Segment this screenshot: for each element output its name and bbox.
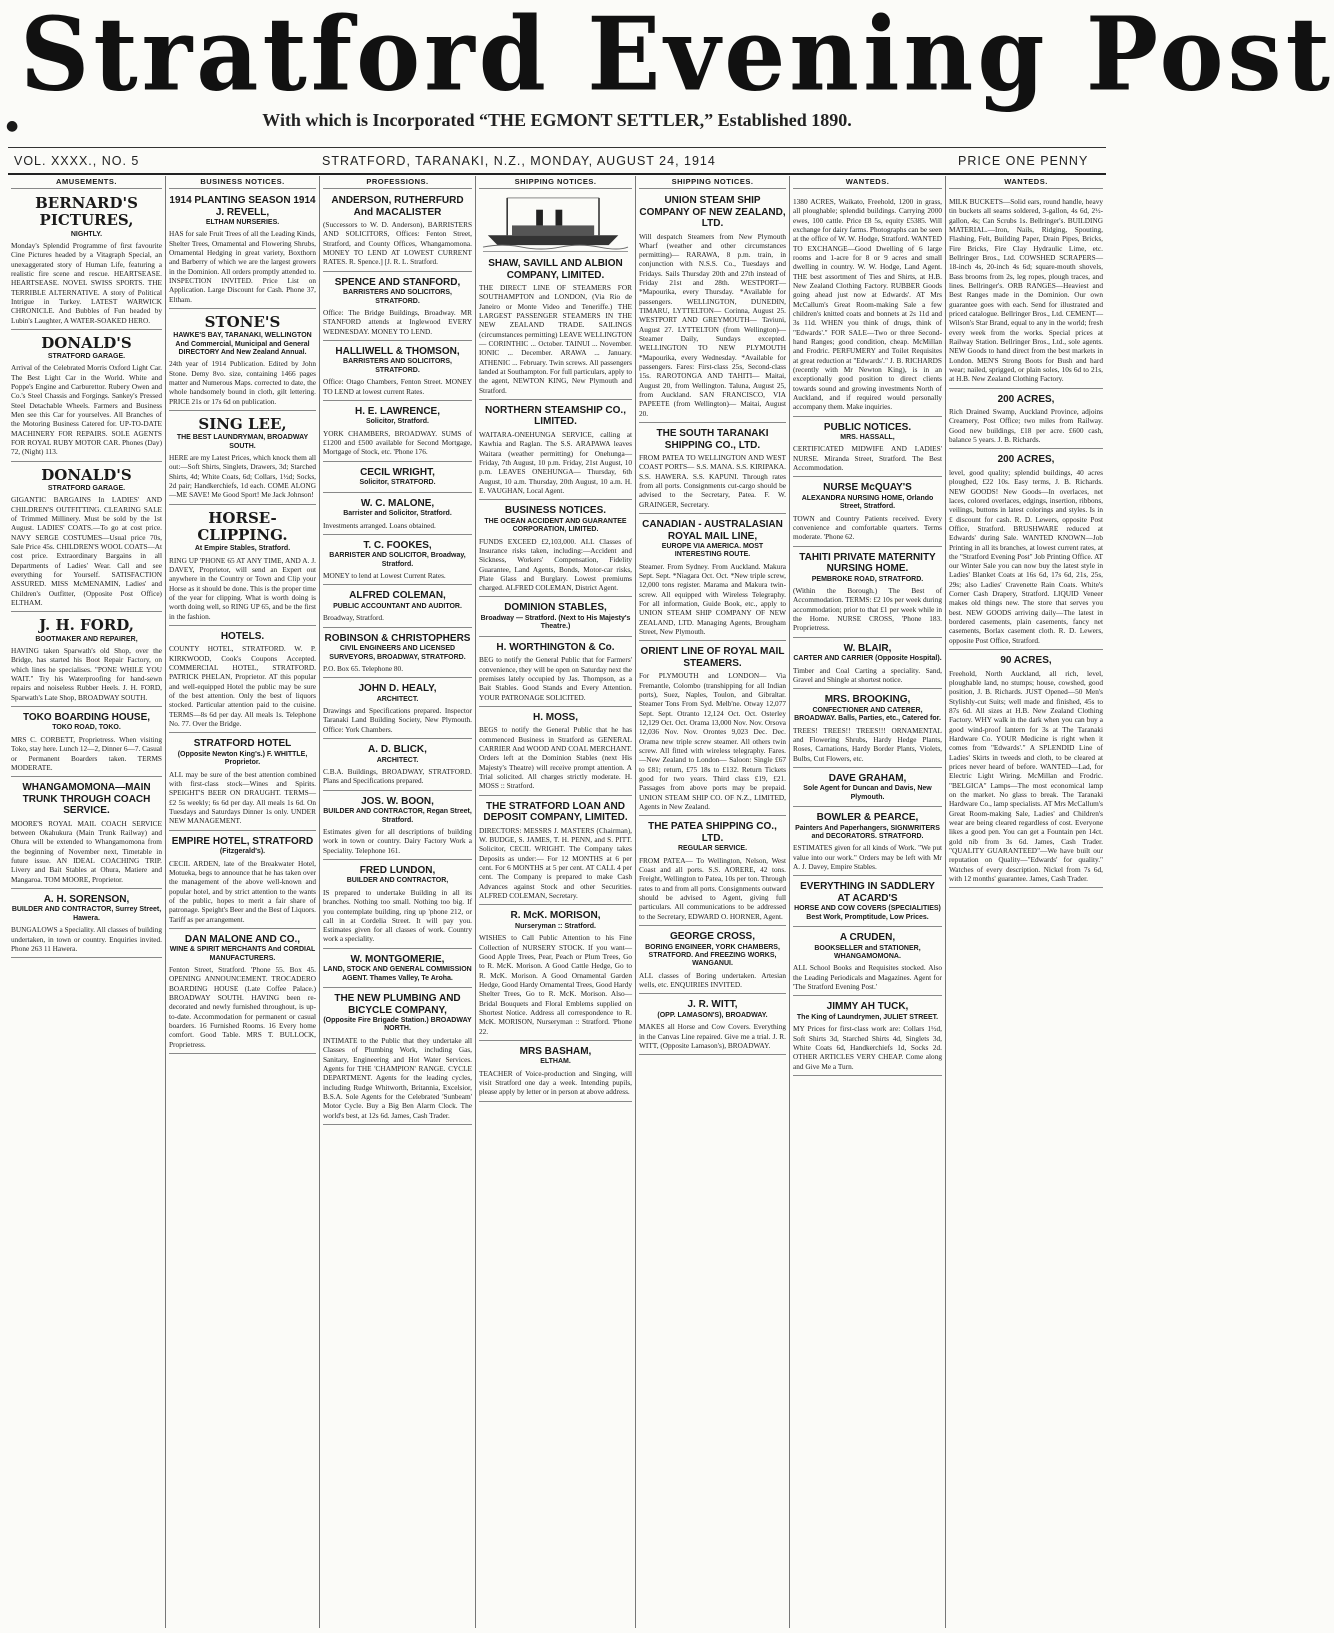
ad-body-text: BEG to notify the General Public that for Farmers' convenience, they will be open on Saturday next the premises lately occupied by Jas. Thompson, as a Bait Stables. Good Stands and Every Attention. YOUR PATRONAGE SOLICITED. — [479, 655, 632, 702]
advertisement — [639, 425, 786, 514]
ad-body-text: Drawings and Specifications prepared. Inspector Taranaki Land Building Society, New Plymouth. Office: York Chambers. — [323, 706, 472, 734]
top-divider — [8, 147, 1106, 148]
news-columns — [8, 176, 1106, 1628]
ad-body-text: P.O. Box 65. Telephone 80. — [323, 663, 404, 673]
ad-title: T. C. FOOKES, — [363, 539, 432, 551]
advertisement — [323, 680, 472, 739]
ad-body-text: HAVING taken Sparwath's old Shop, over the Bridge, has started his Boot Repair Factory, on which lines he specialises. "PONE WHILE YOU WAIT." Try his Waterproofing for hand-sewn repairs and noiseless Rubber Heels. J. H. FORD, Sparwath's Late Shop, BROADWAY SOUTH. — [11, 645, 162, 702]
ad-body-text: TEACHER of Voice-production and Singing, will visit Stratford one day a week. Intending pupils, please apply by letter or in person at above address. — [479, 1068, 632, 1097]
advertisement — [479, 599, 632, 636]
ad-title: TAHITI PRIVATE MATERNITY NURSING HOME. — [799, 551, 936, 575]
advertisement — [323, 587, 472, 627]
ad-subtitle: BARRISTERS AND SOLICITORS, STRATFORD. — [343, 289, 452, 305]
ad-body-text: TOWN and Country Patients received. Every convenience and comfortable quarters. Terms moderate. 'Phone 62. — [793, 513, 942, 542]
ad-subtitle: CARTER AND CARRIER (Opposite Hospital). — [793, 655, 942, 663]
advertisement — [639, 996, 786, 1055]
ad-subtitle: (Opposite Newton King's.) F. WHITTLE, Proprietor. — [177, 750, 308, 767]
ad-title: MRS. BROOKING, — [824, 694, 911, 706]
advertisement — [793, 419, 942, 478]
ad-body-text: 1380 ACRES, Waikato, Freehold, 1200 in grass, all ploughable; splendid buildings. Carrying 2000 ewes, 100 cattle. Price £8 5s, equity £5385. Will exchange for dairy farms. Photographs can be seen at the office of W. W. Hodge, Stratford. WANTED TO EXCHANGE—Good Dwelling of 6 large rooms and 1-acre for 8 or 9 acres and small dwelling in country. W. W. Hodge, Land Agent. THE best assortment of Ties and Shirts, at H.B. New Zealand Clothing Factory. RUBBER Goods going ahead just now at Edwards'. AT Mrs McCallum's Great Room-making Sale a few children's knitted coats and bonnets at 2s 11d and 3s 11d. WHEN you think of drugs, think of "Edwards'." FOR SALE—Two or three Second-hand Ranges; good condition, cheap. McMillan and Frodric. PERFUMERY and Toilet Requisites at great reduction at "Edwards'." J. B. RICHARDS (recently with Mr Newton King), is in an exceptionally good position to direct clients towards sound and growing investments North of Auckland, and if required would personally accompany them. Make inquiries. — [793, 197, 942, 412]
volume-number: VOL. XXXX., NO. 5 — [14, 154, 140, 168]
ad-subtitle: WINE & SPIRIT MERCHANTS And CORDIAL MANUFACTURERS. — [169, 946, 316, 962]
ad-subtitle: PUBLIC ACCOUNTANT AND AUDITOR. — [333, 602, 462, 610]
ad-title: GEORGE CROSS, — [669, 931, 755, 943]
ad-title: BUSINESS NOTICES. — [504, 505, 607, 517]
ad-title: DONALD'S — [41, 465, 132, 484]
ad-title: 90 ACRES, — [1000, 655, 1052, 667]
ad-body-text: Will despatch Steamers from New Plymouth Wharf (weather and other circumstances permitting)— RARAWA, 8 p.m. train, in conjunction with N.S.S. Co., Tuesdays and Fridays. Sails Thursday 20th and 27th instead of Friday 21st and 28th. WESTPORT— *Mapourika, every Thursday. *Available for passengers. WELLINGTON, DUNEDIN, TIMARU, LYTTELTON— Corinna, August 25. WESTPORT AND GREYMOUTH— Taviuni, August 27. LYTTELTON (from Wellington)— Steamer Daily, Sundays excepted. WELLINGTON TO NEW PLYMOUTH *Mapourika, every Wednesday. *Available for passengers. Fares: First-class 25s, Second-class 15s. RAROTONGA AND TAHITI— Maitai, August 20, from Wellington. Taluna, August 25, from Auckland. SAN FRANCISCO, VIA PAPEETE (from Wellington)— Maitai, August 20. — [639, 231, 786, 418]
advertisement — [639, 192, 786, 423]
ad-title: HORSE-CLIPPING. — [197, 508, 288, 544]
ad-subtitle: BOOTMAKER AND REPAIRER, — [35, 635, 138, 643]
bullet-icon: ● — [6, 118, 19, 134]
advertisement — [11, 891, 162, 958]
ad-subtitle: STRATFORD GARAGE. — [47, 353, 126, 361]
advertisement — [11, 332, 162, 462]
advertisement — [793, 479, 942, 546]
advertisement — [323, 495, 472, 535]
advertisement — [639, 516, 786, 641]
ad-subtitle: HAWKE'S BAY, TARANAKI, WELLINGTON And Commercial, Municipal and General DIRECTORY And New Zealand Annual. — [173, 332, 312, 357]
ad-title: ANDERSON, RUTHERFURD And MACALISTER — [331, 195, 464, 218]
ad-subtitle: BARRISTER AND SOLICITOR, Broadway, Stratford. — [329, 552, 466, 568]
advertisement — [639, 643, 786, 816]
ad-subtitle: ARCHITECT. — [376, 695, 419, 703]
advertisement — [479, 798, 632, 906]
ad-body-text: WAITARA-ONEHUNGA SERVICE, calling at Kawhia and Raglan. The S.S. ARAPAWA leaves Waitara (weather permitting) for Onehunga— Friday, 7th August, 10 p.m. Friday, 21st August, 10 p.m. LEAVES ONEHUNGA— Thursday, 6th August, 10 a.m. Thursday, 20th August, 10 a.m. H. E. VAUGHAN, Local Agent. — [479, 429, 632, 495]
ad-body-text: Office: Otago Chambers, Fenton Street. MONEY TO LEND at lowest current Rates. — [323, 377, 472, 396]
advertisement — [323, 343, 472, 401]
ad-title: J. H. FORD, — [39, 616, 134, 635]
ad-subtitle: THE BEST LAUNDRYMAN, BROADWAY SOUTH. — [176, 434, 309, 450]
ad-subtitle: BARRISTERS AND SOLICITORS, STRATFORD. — [343, 358, 452, 374]
ad-body-text: Rich Drained Swamp, Auckland Province, adjoins Creamery, Post Office; two miles from Railway. Good new buildings, £18 per acre. £600 cash, balance 5 years. J. B. Richards. — [949, 407, 1103, 445]
ad-subtitle: (Fitzgerald's). — [219, 848, 266, 856]
ad-title: BOWLER & PEARCE, — [816, 812, 919, 824]
ad-body-text: YORK CHAMBERS, BROADWAY. SUMS of £1200 and £500 available for Second Mortgage, Mortgage of Stock, etc. 'Phone 176. — [323, 428, 472, 457]
ad-body-text: Freehold, North Auckland, all rich, level, ploughable land, no stumps; house, cowshed, good position, J. B. Richards. JUST Opened—50 Men's Stylishly-cut Suits; well made and finished, 45s to 87s 6d. All sizes at H.B. New Zealand Clothing Factory. WHY walk in the dark when you can buy a good wind-proof lantern for 3s at The Taranaki Hardware Co. YOUR Medicine is right when it comes from "Edwards'." A SPLENDID Line of Ladies' Skirts in tweeds and cloth, to be cleared at prices never heard of before. WANTED—Lad, for Electric Light Wiring. McMillan and Frodric. "BELGICA" Lamps—The most economical lamp on the market. No glass to break. The Taranaki Hardware Co., lamp specialists. AT Mrs McCallum's Great Room-making Sale, Ladies' and Children's wear are being cleared regardless of cost. Everyone likes a good pen. You can get a Fountain pen 14ct. gold nib from 3s 6d. James, Cash Trader. "QUALITY GUARANTEED"—We have built our reputation on Quality—"Edwards' for quality." Watches of every description. Nickel from 7s 6d, with 12 months' guarantee. James, Cash Trader. — [949, 668, 1103, 883]
ad-body-text: MOORE'S ROYAL MAIL COACH SERVICE between Okahukura (Main Trunk Railway) and Ohura will be extended to Whangamomona from the beginning of November next, Timetable in future issue. AN IDEAL COACHING TRIP. Livery and Bait Stables at Ohura, Matiere and Mangaroa. TOM MOORE, Proprietor. — [11, 818, 162, 884]
ad-subtitle: Solicitor, STRATFORD. — [359, 479, 436, 487]
ad-body-text: MILK BUCKETS—Solid ears, round handle, heavy tin buckets all seams soldered, 3-gallon, 4s 6d, 2½-gallon, 4s; Can Scrubs 1s. Bellringer's. BUILDING MATERIAL.—Iron, Nails, Ridging, Spouting, Flashing, Felt, Building Paper, Drain Pipes, Bricks, Fire Bricks, Fire Clay Hydraulic Lime, etc. Bellringer Bros., Ltd. COWSHED SCRAPERS—18-inch 4s, 20-inch 4s 6d; square-mouth shovels, Bass brooms from 2s, leg ropes, plough traces, and lines. Bellringer's. ORB RANGES—Heaviest and Best Ranges made in the Dominion. Our own guarantee goes with each. Send for illustrated and priced catalogue. Bellringer Bros., Ltd. CEMENT—Wilson's Star Brand, equal to any in the world; fresh every week from the works. Special prices at Railway Station. Bellringer Bros., Ltd., sole agents. NEW Goods to hand direct from the best markets in London. MEN'S Strong Boots for Bush and hard wear; nailed, sprigged, or plain soles, 10s 6d to 21s, at H.B. New Zealand Clothing Factory. — [949, 197, 1103, 384]
ad-title: DAN MALONE AND CO., — [184, 933, 301, 945]
ad-title: FRED LUNDON, — [359, 864, 436, 876]
advertisement — [793, 998, 942, 1076]
advertisement — [793, 929, 942, 996]
ad-title: ORIENT LINE OF ROYAL MAIL STEAMERS. — [640, 646, 785, 669]
ad-subtitle: Painters And Paperhangers, SIGNWRITERS and DECORATORS. STRATFORD. — [795, 824, 940, 841]
ad-subtitle: STRATFORD GARAGE. — [47, 485, 126, 493]
advertisement — [479, 639, 632, 707]
advertisement — [323, 464, 472, 493]
ad-body-text: ESTIMATES given for all kinds of Work. "We put value into our work." Orders may be left with Mr A. J. Davey, Empire Stables. — [793, 843, 942, 872]
advertisement — [479, 709, 632, 796]
column-heading: SHIPPING NOTICES. — [479, 176, 632, 189]
advertisement — [949, 391, 1103, 450]
ad-body-text: Broadway, Stratford. — [323, 613, 384, 623]
ad-body-text: Estimates given for all descriptions of building work in town or country. Dairy Factory Work a Speciality. Telephone 161. — [323, 826, 472, 855]
advertisement — [169, 311, 316, 411]
advertisement — [11, 614, 162, 707]
ad-subtitle: Barrister and Solicitor, Stratford. — [343, 510, 452, 518]
ad-body-text: FROM PATEA TO WELLINGTON AND WEST COAST PORTS— S.S. MANA. S.S. KIRIPAKA. S.S. HAWERA. S.S. KAPUNI. Through rates from all ports. Consignments cut-cargo should be advised to the Secretary, Patea. F. W. GRAINGER, Secretary. — [639, 453, 786, 509]
ad-body-text: (Successors to W. D. Anderson), BARRISTERS AND SOLICITORS, Offices: Fenton Street, Stratford, and County Offices, Whangamomona. MONEY TO LEND AT LOWEST CURRENT RATES. R. Spence.] [J. R. L. Stratford. — [323, 220, 472, 267]
ad-body-text: THE DIRECT LINE OF STEAMERS FOR SOUTHAMPTON and LONDON, (Via Rio de Janeiro or Monte Video and Teneriffe.) THE LARGEST PASSENGER STEAMERS IN THE NEW ZEALAND TRADE. SAILINGS (circumstances permitting) LEAVE WELLINGTON— CORINTHIC ... October. TAINUI ... November. IONIC ... December. ARAWA ... January. ATHENIC ... February. Twin screws. All passengers landed at Southampton. For full particulars, apply to the agent, NEWTON KING, New Plymouth and Stratford. — [479, 283, 633, 395]
ad-title: EVERYTHING IN SADDLERY AT ACARD'S — [800, 881, 935, 904]
ad-title: MRS BASHAM, — [519, 1045, 592, 1057]
ad-body-text: FUNDS EXCEED £2,103,000. ALL Classes of Insurance risks taken, including:—Accident and Sickness, Workers' Compensation, Fidelity Guarantee, Land Agents, Bonds, Motor-car risks, Plate Glass and Burglary. Lowest premiums charged. ALFRED COLEMAN, District Agent. — [479, 536, 632, 593]
ad-body-text: COUNTY HOTEL, STRATFORD. W. P. KIRKWOOD, Cook's Coupons Accepted. COMMERCIAL HOTEL, STRATFORD. PATRICK PHELAN, Proprietor. AT this popular and well-equipped Hotel the public may be sure of the best attention. Only the best of liquors stocked. Particular attention paid to the cuisine. TERMS—8s 6d per day. All meals 1s. Telephone No. 77. Over the Bridge. — [169, 644, 316, 729]
ad-body-text: HERE are my Latest Prices, which knock them all out:—Soft Shirts, Singlets, Drawers, 3d; Starched Shirts, 4d; White Coats, 6d; Collars, 1½d; Socks, 2d pair; Handkerchiefs, 1d each. COME ALONG—ME SAVE! Me Good Sport! Me Jack Johnson! — [169, 453, 316, 500]
ad-subtitle: BOOKSELLER and STATIONER, WHANGAMOMONA. — [814, 944, 921, 961]
ad-title: THE PATEA SHIPPING CO., LTD. — [648, 821, 777, 844]
ad-body-text: MY Prices for first-class work are: Collars 1½d, Soft Shirts 3d, Starched Shirts 4d, Singlets 3d, White Coats 6d, Handkerchiefs 1d, Socks 2d. OTHER ARTICLES VERY CHEAP. Come along and Give Me a Turn. — [793, 1024, 942, 1071]
column-6 — [789, 176, 945, 1628]
advertisement — [479, 907, 632, 1041]
ad-title: 1914 PLANTING SEASON 1914 J. REVELL, — [169, 195, 316, 218]
ad-title: DONALD'S — [41, 333, 132, 352]
ad-title: H. E. LAWRENCE, — [354, 405, 440, 417]
advertisement — [323, 862, 472, 949]
advertisement — [323, 951, 472, 988]
advertisement — [479, 402, 632, 500]
column-2 — [165, 176, 319, 1628]
advertisement — [949, 192, 1103, 389]
column-heading: AMUSEMENTS. — [11, 176, 162, 189]
ad-title: SPENCE AND STANFORD, — [334, 276, 461, 288]
advertisement — [949, 451, 1103, 650]
dateline-divider — [8, 173, 1106, 175]
advertisement — [169, 507, 316, 626]
advertisement — [949, 652, 1103, 888]
advertisement — [11, 709, 162, 777]
advertisement — [793, 549, 942, 638]
ad-subtitle: THE OCEAN ACCIDENT AND GUARANTEE CORPORATION, LIMITED. — [484, 517, 627, 534]
column-1 — [8, 176, 165, 1628]
ad-title: 200 ACRES, — [997, 393, 1055, 405]
ad-title: DAVE GRAHAM, — [828, 772, 907, 784]
ad-body-text: FROM PATEA— To Wellington, Nelson, West Coast and all ports. S.S. AORERE, 42 tons. Freight, Wellington to Patea, 10s per ton. Through rates to and from all ports. Consignments outward should be advised to Agent, giving full particulars. All communications to be addressed to the Secretary, EDWARD O. HORNER, Agent. — [639, 855, 786, 921]
ad-title: HOTELS. — [220, 630, 265, 642]
ad-title: WHANGAMOMONA—MAIN TRUNK THROUGH COACH SERVICE. — [22, 782, 151, 817]
newspaper-title: Stratford Evening Post — [20, 0, 1334, 114]
ad-body-text: Steamer. From Sydney. From Auckland. Makura Sept. Sept. *Niagara Oct. Oct. *New triple screw, 12,000 tons register. Marama and Makura twin-screw. All equipped with Wireless Telegraphy. For all information, Guide Book, etc., apply to UNION STEAM SHIP COMPANY OF NEW ZEALAND, LTD. Managing Agents, Brougham Street, New Plymouth. — [639, 561, 786, 637]
ad-title: H. MOSS, — [532, 711, 578, 723]
ad-title: W. C. MALONE, — [360, 497, 435, 509]
ad-body-text: Fenton Street, Stratford. 'Phone 55. Box 45. OPENING ANNOUNCEMENT. TROCADERO BOARDING HOUSE (Late Coffee Palace.) BROADWAY SOUTH. HAVING been re-decorated and newly furnished throughout, is up-to-date. Accommodation for permanent or casual boarders. 16 Furnished Rooms. 16 Every home comfort. Good Table. MRS T. BULLOCK, Proprietress. — [169, 965, 316, 1049]
ad-title: A. D. BLICK, — [368, 744, 427, 756]
ad-body-text: IS prepared to undertake Building in all its branches. Nothing too small. Nothing too big. If you contemplate building, ring up 'phone 212, or call in at Cordelia Street. It will pay you. Estimates given for all classes of work. Country work a speciality. — [323, 887, 472, 944]
price: PRICE ONE PENNY — [958, 154, 1089, 168]
ad-subtitle: TOKO ROAD, TOKO. — [52, 724, 121, 732]
advertisement — [11, 464, 162, 613]
ad-body-text: For PLYMOUTH and LONDON— Via Fremantle, Colombo (transhipping for all Indian ports), Suez, Naples, Toulon, and Gibraltar. Steamer Tons From Syd. Melb'ne. Otway 12,077 Sept. Sept. Otranto 12,124 Oct. Oct. Osterley 12,129 Oct. Oct. Orama 13,000 Nov. Nov. Orsova 12,036 Nov. Nov. Orontes 9,023 Dec. Dec. Orama new triple screw steamer. All others twin screw. All fitted with wireless telegraphy. Fares.—New Zealand to London— Saloon: Single £67 to £81; return, £75 18s to £132. Return Tickets good for two years. Third class £19, £21. Passages from above ports may be prepaid. UNION STEAM SHIP CO. OF N.Z., LIMITED, Agents in New Zealand. — [639, 671, 786, 812]
ad-body-text: Monday's Splendid Programme of first favourite Cine Pictures headed by a Vitagraph Special, an unexaggerated story of Human Life, featuring a realistic fire scene and rescue. HEARTSEASE. HEARTSEASE. NOVEL SWISS SPORTS. THE TERRIBLE ALTERNATIVE. A story of Political Intrigue in Turkey. LATEST WARWICK CHRONICLE. And Bubbles of Fun headed by Lubin's Laughter, A WATER-SOAKED HERO. — [11, 240, 162, 325]
advertisement — [639, 818, 786, 926]
ad-body-text: BUNGALOWS a Speciality. All classes of building undertaken, in town or country. Enquiries invited. Phone 263 11 Hawera. — [11, 925, 162, 953]
ad-subtitle: (OPP. LAMASON'S), BROADWAY. — [657, 1011, 768, 1019]
ad-title: W. MONTGOMERIE, — [350, 953, 445, 965]
ad-body-text: GIGANTIC BARGAINS In LADIES' AND CHILDREN'S OUTFITTING. CLEARING SALE of Trimmed Millinery. Must be sold by the 1st August. LADIES' COATS.—To go at cost price. NAVY SERGE COSTUMES—Usual price 70s, Sale Price 45s. CHILDREN'S WOOL COATS—At cost price. Extraordinary Bargains in all Departments of Ladies' Wear. Call and see everything for Yourself. SATISFACTION ASSURED. MISS McMENAMIN, Ladies' and Children's Outfitter, (Opposite Post Office) ELTHAM. — [11, 495, 162, 608]
ad-body-text: ALL classes of Boring undertaken. Artesian wells, etc. ENQUIRIES INVITED. — [639, 970, 786, 990]
advertisement — [323, 192, 472, 272]
advertisement — [323, 630, 472, 679]
place-and-date: STRATFORD, TARANAKI, N.Z., MONDAY, AUGUST 24, 1914 — [322, 154, 716, 168]
advertisement — [793, 192, 942, 417]
advertisement — [479, 255, 632, 400]
ad-body-text: Investments arranged. Loans obtained. — [323, 520, 436, 530]
ad-subtitle: REGULAR SERVICE. — [677, 845, 748, 853]
advertisement — [323, 537, 472, 586]
ad-title: CECIL WRIGHT, — [360, 466, 435, 478]
advertisement — [323, 741, 472, 791]
ad-body-text: Timber and Coal Carting a speciality. Sand, Gravel and Shingle at shortest notice. — [793, 665, 942, 684]
ad-subtitle: At Empire Stables, Stratford. — [194, 545, 291, 553]
ad-title: STRATFORD HOTEL — [193, 738, 292, 750]
advertisement — [169, 931, 316, 1054]
advertisement — [479, 502, 632, 597]
column-7 — [945, 176, 1106, 1628]
ad-title: W. BLAIR, — [843, 642, 892, 654]
advertisement — [793, 691, 942, 768]
advertisement — [169, 192, 316, 309]
ad-title: THE NEW PLUMBING AND BICYCLE COMPANY, — [334, 993, 461, 1016]
ad-body-text: CECIL ARDEN, late of the Breakwater Hotel, Motueka, begs to announce that he has taken over the management of the above well-known and popular hotel, and by strict attention to the wants of the public, hopes to merit a fair share of patronage. Speight's Beer and the Best of Liquors. Tariff as per arrangement. — [169, 858, 316, 924]
dateline — [0, 151, 1114, 173]
advertisement — [639, 928, 786, 994]
ad-body-text: CERTIFICATED MIDWIFE AND LADIES' NURSE. Miranda Street, Stratford. The Best Accommodation. — [793, 444, 942, 473]
ad-title: CANADIAN - AUSTRALASIAN ROYAL MAIL LINE, — [642, 519, 783, 542]
column-heading: WANTEDS. — [793, 176, 942, 189]
ad-subtitle: MRS. HASSALL, — [840, 434, 895, 442]
advertisement — [323, 793, 472, 860]
ad-title: PUBLIC NOTICES. — [823, 421, 912, 433]
advertisement — [169, 413, 316, 505]
ad-subtitle: CONFECTIONER AND CATERER, BROADWAY. Balls, Parties, etc., Catered for. — [794, 706, 941, 723]
ad-title: A CRUDEN, — [839, 932, 896, 944]
advertisement — [169, 735, 316, 830]
ad-title: BERNARD'S PICTURES, — [35, 194, 138, 230]
advertisement — [793, 640, 942, 690]
advertisement — [323, 274, 472, 341]
advertisement — [479, 1043, 632, 1102]
ad-subtitle: CIVIL ENGINEERS AND LICENSED SURVEYORS, BROADWAY, STRATFORD. — [329, 645, 466, 661]
ad-body-text: MRS C. CORBETT, Proprietress. When visiting Toko, stay here. Lunch 12—2, Dinner 6—7. Casual or Permanent Boarders taken. TERMS MODERATE. — [11, 734, 162, 772]
ad-title: NORTHERN STEAMSHIP CO., LIMITED. — [485, 404, 626, 428]
ad-body-text: (Within the Borough.) The Best of Accommodation. TERMS: £2 10s per week during accommodation; prior to that £1 per week while in the Home. NURSE CROSS, 'Phone 183. Proprietress. — [793, 586, 942, 633]
ad-subtitle: BUILDER AND CONTRACTOR, — [346, 877, 449, 885]
ad-body-text: 24th year of 1914 Publication. Edited by John Stone. Demy 8vo. size, containing 1466 pages matter and Numerous Maps. corrected to date, the whole handsomely bound in cloth, gilt lettering. PRICE 21s or 17s 6d on publication. — [169, 359, 316, 406]
ad-subtitle: LAND, STOCK AND GENERAL COMMISSION AGENT. Thames Valley, Te Aroha. — [323, 966, 472, 982]
column-5 — [635, 176, 789, 1628]
column-heading: PROFESSIONS. — [323, 176, 472, 189]
ad-subtitle: (Opposite Fire Brigade Station.) BROADWAY NORTH. — [323, 1017, 472, 1033]
ad-body-text: DIRECTORS: MESSRS J. MASTERS (Chairman), W. BUDGE, S. JAMES, T. H. PENN, and S. PITT. Solicitor, CECIL WRIGHT. The Company takes Deposits as under:— For 12 MONTHS at 6 per cent. For 6 MONTHS at 5 per cent. AT CALL 4 per cent. The Company is prepared to make Cash Advances against Stock and other Securities. ALFRED COLEMAN, Secretary. — [479, 825, 632, 900]
ad-body-text: MAKES all Horse and Cow Covers. Everything in the Canvas Line repaired. Give me a trial. J. R. WITT, (Opposite Lamason's), BROADWAY. — [639, 1022, 786, 1050]
masthead — [0, 0, 1334, 145]
advertisement — [11, 779, 162, 889]
ad-title: UNION STEAM SHIP COMPANY OF NEW ZEALAND, LTD. — [639, 195, 786, 229]
ad-body-text: BEGS to notify the General Public that he has commenced Business in Stratford as GENERAL CARRIER And WOOD AND COAL MERCHANT. Orders left at the Dominion Stables (next His Majesty's Theatre) will receive prompt attention. A Trial solicited. All charges strictly moderate. H. MOSS :: Stratford. — [479, 725, 632, 791]
ad-title: R. McK. MORISON, — [510, 910, 601, 922]
advertisement — [169, 628, 316, 733]
ad-subtitle: ELTHAM. — [540, 1058, 571, 1066]
column-heading: BUSINESS NOTICES. — [169, 176, 316, 189]
ad-title: H. WORTHINGTON & Co. — [496, 641, 615, 653]
ad-title: 200 ACRES, — [997, 454, 1055, 466]
column-3 — [319, 176, 475, 1628]
ad-body-text: HAS for sale Fruit Trees of all the Leading Kinds, Shelter Trees, Ornamental and Flowering Shrubs, Ornamental Hedging in great variety, Boxthorn and Barberry of which we are the largest growers in the Dominion. All orders promptly attended to. INSPECTION INVITED. Price List on Application. Large Discount for Cash. Phone 37, Eltham. — [169, 229, 316, 304]
ad-title: SHAW, SAVILL AND ALBION COMPANY, LIMITED. — [488, 258, 623, 281]
advertisement — [793, 878, 942, 927]
ad-body-text: Office: The Bridge Buildings, Broadway. MR STANFORD attends at Inglewood EVERY WEDNESDAY. MONEY TO LEND. — [323, 307, 472, 336]
ad-subtitle: Broadway — Stratford. (Next to His Majesty's Theatre.) — [480, 614, 631, 631]
ad-body-text: ALL School Books and Requisites stocked. Also the Leading Periodicals and Magazines. Agent for 'The Stratford Evening Post.' — [793, 963, 942, 992]
ad-subtitle: NIGHTLY. — [70, 230, 103, 238]
ad-subtitle: HORSE AND COW COVERS (SPECIALITIES) Best Work, Promptitude, Low Prices. — [794, 905, 941, 921]
ad-title: A. H. SORENSON, — [43, 893, 130, 905]
ad-subtitle: ARCHITECT. — [376, 756, 419, 764]
ad-subtitle: PEMBROKE ROAD, STRATFORD. — [811, 575, 924, 583]
ad-title: J. R. WITT, — [687, 999, 738, 1011]
ad-title: STONE'S — [204, 313, 281, 332]
column-4 — [475, 176, 635, 1628]
ad-body-text: ALL may be sure of the best attention combined with first-class stock—Wines and Spirits. SPEIGHT'S BEER ON DRAUGHT. TERMS—£2 5s weekly; 6s 6d per day. All meals 1s 6d. On Tuesdays and Saturdays Dinner 1s only. UNDER NEW MANAGEMENT. — [169, 769, 316, 826]
ad-title: JOHN D. HEALY, — [358, 683, 437, 695]
ad-title: HALLIWELL & THOMSON, — [335, 345, 460, 357]
ad-body-text: INTIMATE to the Public that they undertake all Classes of Plumbing Work, including Gas, Sanitary, Engineering and Hot Water Services. Agents for THE 'CHAMPION' RANGE. CYCLE DEPARTMENT. Agents for the leading cycles, including Rudge Whitworth, Britannia, Excelsior, B.S.A. Sole Agents for the Celebrated 'Sunbeam' Motor Cycle. Buy a Big Ben Alarm Clock. The world's best, at 12s 6d. James, Cash Trader. — [323, 1035, 472, 1120]
advertisement — [169, 833, 316, 929]
ad-body-text: level, good quality; splendid buildings, 40 acres ploughed, £22 10s. Easy terms, J. B. Richards. NEW GOODS! New Goods—In overlaces, net laces, colored overlaces, edgings, insertion, ribbons, veilings, buttons in latest colorings and styles. Is in £ discount for cash. R. D. Lewers, opposite Post Office, Stratford. BRUSHWARE reduced at Edwards' during Sale. WANTED KNOWN—Job Printing in all its branches, at lowest current rates, at the "Stratford Evening Post" Job Printing Office. AT our Winter Sale you can now buy the latest style in Ladies' Blanket Coats at 16s 6d, 17s 6d, 21s, 25s, 29s; also Ladies' Cravenette Rain Coats. White's Corner Cash Drapery, Stratford. LIQUID Veneer makes old things new. The store that serves you best. NEW GOODS arriving daily—The latest in bordered casements, plain casements, fancy net casements, Borlax casement cloth. R. D. Lewers, opposite Post Office, Stratford. — [949, 467, 1103, 645]
ad-title: TOKO BOARDING HOUSE, — [22, 711, 151, 723]
ad-title: EMPIRE HOTEL, STRATFORD — [171, 835, 314, 847]
ad-title: JIMMY AH TUCK, — [826, 1001, 909, 1013]
advertisement — [323, 403, 472, 462]
ad-subtitle: BUILDER AND CONTRACTOR, Surrey Street, Hawera. — [11, 906, 162, 922]
ad-body-text: MONEY to lend at Lowest Current Rates. — [323, 571, 446, 581]
ad-body-text: C.B.A. Buildings, BROADWAY, STRATFORD. Plans and Specifications prepared. — [323, 767, 472, 786]
advertisement — [793, 809, 942, 876]
ad-subtitle: BUILDER AND CONTRACTOR, Regan Street, Stratford. — [323, 808, 472, 824]
ad-body-text: RING UP 'PHONE 65 AT ANY TIME, AND A. J. DAVEY, Proprietor, will send an Expert out anywhere in the Country or Town and Clip your Horse as it should be done. This is the proper time of the year for clipping. What is worth doing is worth doing well, so RING UP 65, and be the first in the fashion. — [169, 555, 316, 621]
ad-subtitle: The King of Laundrymen, JULIET STREET. — [796, 1013, 939, 1021]
column-heading: WANTEDS. — [949, 176, 1103, 189]
newspaper-subtitle: With which is Incorporated “THE EGMONT SETTLER,” Established 1890. — [262, 110, 852, 130]
ad-body-text: Arrival of the Celebrated Morris Oxford Light Car. The Best Light Car in the World. White and Poppe's Engine and Carburettor. Rubery Owen and Co.'s Steel Chassis and Forgings. Sankey's Pressed Steel Detachable Wheels. Farmers and Business Men see this Car for yourselves. All Branches of the Motoring Business Catered for. UP-TO-DATE MACHINERY FOR REPAIRS. SOLE AGENTS FOR ROYAL RUBY MOTOR CAR. Phones (Day) 72, (Night) 113. — [11, 363, 162, 457]
ad-subtitle: EUROPE VIA AMERICA. MOST INTERESTING ROUTE. — [661, 543, 764, 559]
ad-title: JOS. W. BOON, — [361, 795, 434, 807]
ad-title: DOMINION STABLES, — [504, 602, 607, 614]
ad-title: NURSE McQUAY'S — [823, 482, 912, 494]
ad-subtitle: ELTHAM NURSERIES. — [205, 219, 280, 226]
ad-body-text: WISHES to Call Public Attention to his Fine Collection of NURSERY STOCK. If you want— Good Apple Trees, Pear, Peach or Plum Trees, Go to R. McK. Morison. A Good Cattle Hedge, Go to R. McK. Morison. A Good Ornamental Garden Hedge, Good Hardy Ornamental Trees, Good Hardy Shelter Trees, Go to R. McK. Morison. Also—Bridal Bouquets and Floral Emblems supplied on Shortest Notice. Address all correspondence to R. McK. MORISON, Nurseryman :: Stratford. 'Phone 22. — [479, 933, 632, 1036]
ad-title: ROBINSON & CHRISTOPHERS — [324, 632, 471, 644]
ad-title: SING LEE, — [198, 415, 287, 434]
column-heading: SHIPPING NOTICES. — [639, 176, 786, 189]
ad-body-text: TREES! TREES!! TREES!!! ORNAMENTAL and Flowering Shrubs, Hardy Hedge Plants, Roses, Carnations, Hardy Border Plants, Violets, Bulbs, Cut Flowers, etc. — [793, 725, 942, 763]
advertisement — [11, 192, 162, 330]
advertisement — [793, 770, 942, 807]
steamship-illustration — [483, 192, 628, 252]
ad-title: THE STRATFORD LOAN AND DEPOSIT COMPANY, LIMITED. — [483, 800, 628, 824]
ad-subtitle: Solicitor, Stratford. — [365, 418, 429, 426]
advertisement — [323, 990, 472, 1125]
ad-subtitle: ALEXANDRA NURSING HOME, Orlando Street, Stratford. — [801, 494, 934, 511]
ad-subtitle: BORING ENGINEER, YORK CHAMBERS, STRATFORD. And FREEZING WORKS, WANGANUI. — [645, 943, 780, 968]
ad-title: THE SOUTH TARANAKI SHIPPING CO., LTD. — [656, 428, 769, 451]
ad-title: ALFRED COLEMAN, — [349, 590, 446, 602]
ad-subtitle: Nurseryman :: Stratford. — [515, 922, 596, 930]
ad-subtitle: Sole Agent for Duncan and Davis, New Plymouth. — [803, 785, 932, 801]
